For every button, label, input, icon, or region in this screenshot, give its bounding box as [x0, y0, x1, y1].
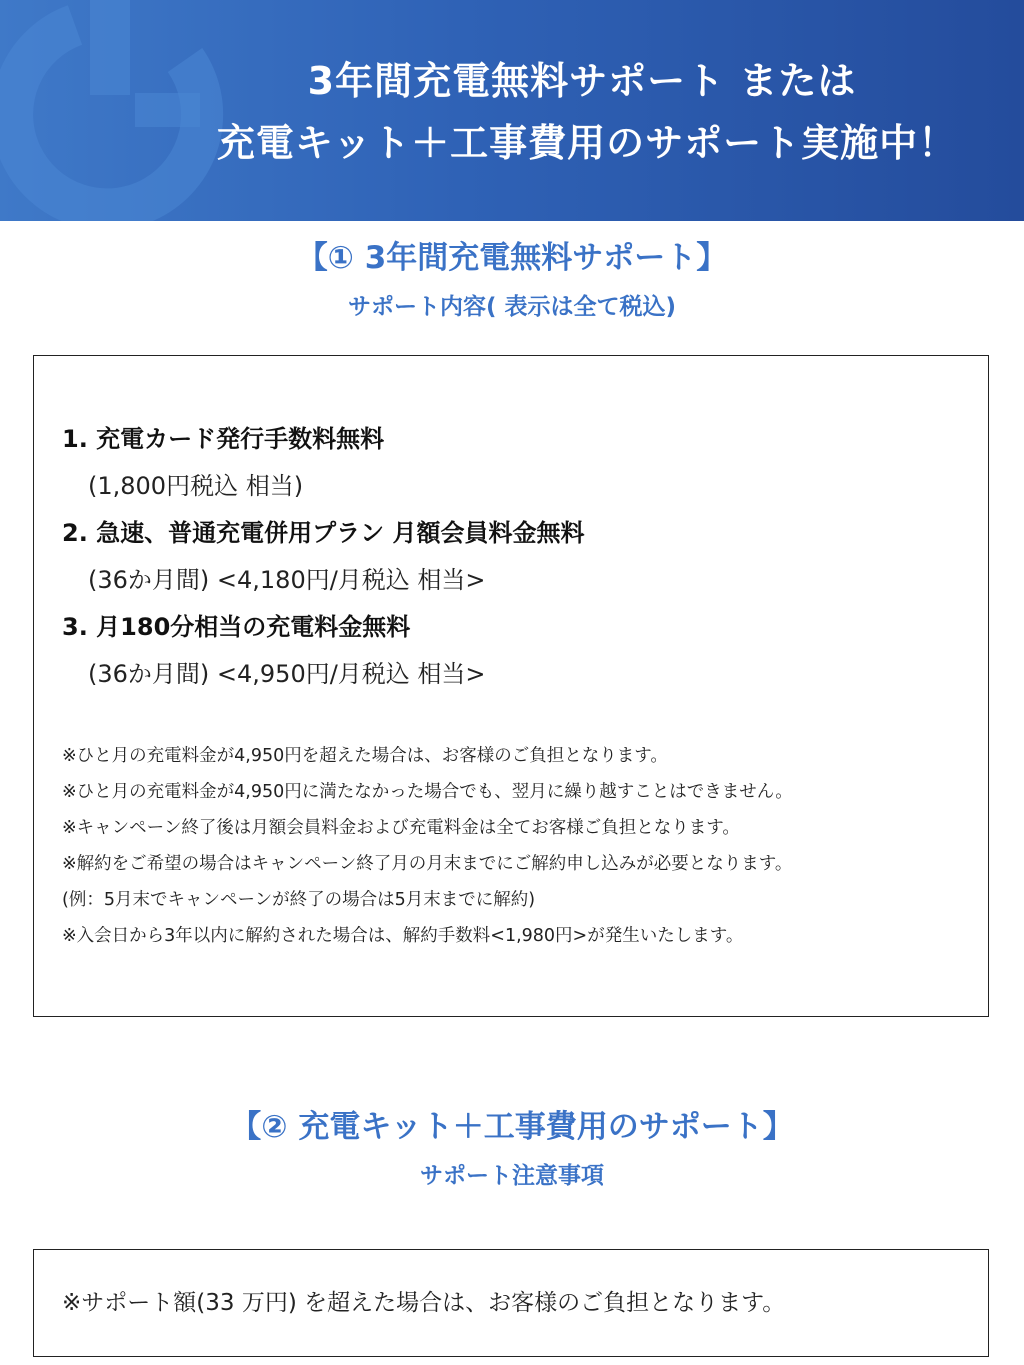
banner-title-line2: 充電キット＋工事費用のサポート実施中！: [216, 121, 958, 165]
support-notice-text: ※サポート額(33 万円) を超えた場合は、お客様のご負担となります。: [62, 1290, 786, 1316]
support-item-title: 3. 月180分相当の充電料金無料: [62, 613, 411, 641]
note-line: ※キャンペーン終了後は月額会員料金および充電料金は全てお客様ご負担となります。: [62, 818, 740, 838]
section1-heading: 【① 3年間充電無料サポート】: [296, 240, 728, 276]
support-item-title: 1. 充電カード発行手数料無料: [62, 425, 385, 453]
note-line: ※解約をご希望の場合はキャンペーン終了月の月末までにご解約申し込みが必要となります。: [62, 854, 793, 874]
note-line: ※ひと月の充電料金が4,950円を超えた場合は、お客様のご負担となります。: [62, 746, 668, 766]
support-item-detail: (1,800円税込 相当): [88, 472, 304, 500]
note-line: (例：5月末でキャンペーンが終了の場合は5月末までに解約): [62, 890, 536, 910]
note-line: ※入会日から3年以内に解約された場合は、解約手数料<1,980円>が発生いたします。: [62, 926, 744, 946]
banner-title-line1: 3年間充電無料サポート または: [307, 59, 857, 103]
section2-heading: 【② 充電キット＋工事費用のサポート】: [230, 1109, 794, 1145]
support-item-detail: (36か月間) <4,180円/月税込 相当>: [88, 566, 486, 594]
power-e-logo-icon: [0, 0, 240, 221]
section1-subheading: サポート内容( 表示は全て税込): [347, 294, 677, 320]
note-line: ※ひと月の充電料金が4,950円に満たなかった場合でも、翌月に繰り越すことはできません。: [62, 782, 793, 802]
support-notice-box: [33, 1249, 989, 1357]
support-item-title: 2. 急速、普通充電併用プラン 月額会員料金無料: [62, 519, 585, 547]
support-item-detail: (36か月間) <4,950円/月税込 相当>: [88, 660, 486, 688]
header-banner: [0, 0, 1024, 221]
section2-subheading: サポート注意事項: [420, 1163, 604, 1189]
support-details-box: [33, 355, 989, 1017]
